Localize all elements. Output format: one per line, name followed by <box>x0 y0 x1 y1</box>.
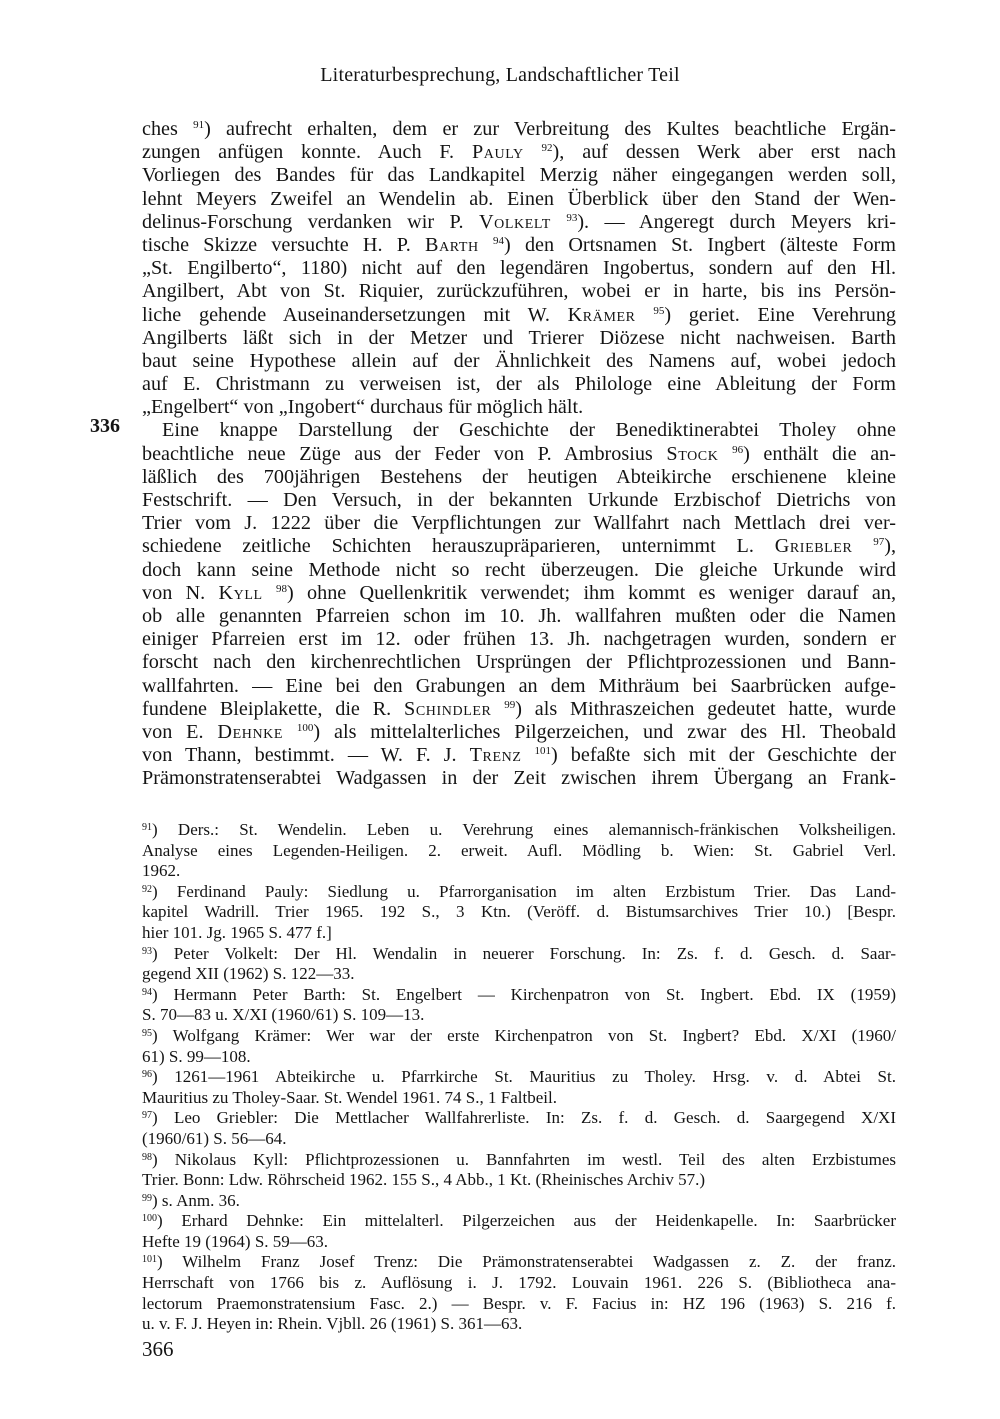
text-run: „St. Engilberto“, 1180) nicht auf den legendären Ingobertus, sondern auf den Hl. <box>142 257 896 280</box>
text-run: Angilberts läßt sich in der Metzer und Trierer Diözese nicht nachweisen. Barth <box>142 326 896 349</box>
text-run: Mauritius zu Tholey-Saar. St. Wendel 1961. 74 S., 1 Faltbeil. <box>142 1087 557 1107</box>
footnote-line <box>142 1191 896 1212</box>
text-run <box>263 582 276 604</box>
text-run: doch kann seine Methode nicht so recht überzeugen. Die gleiche Urkunde wird <box>142 558 896 581</box>
footnote-marker: 92 <box>142 883 152 895</box>
footnote-marker: 99 <box>504 698 516 711</box>
text-run: forscht nach den kirchenrechtlichen Ursprüngen der Pflichtprozessionen und Bann- <box>142 651 896 674</box>
text-run: baut seine Hypothese allein auf der Ähnlichkeit des Namens auf, wobei jedoch <box>142 349 896 372</box>
body-line <box>142 373 896 396</box>
footnote-line <box>142 902 896 923</box>
body-line <box>142 280 896 303</box>
body-line <box>142 512 896 535</box>
text-run <box>852 535 873 557</box>
text-run: ) Peter Volkelt: Der Hl. Wendalin in neuerer Forschung. In: Zs. f. d. Gesch. d. Saar- <box>152 943 896 963</box>
body-line <box>142 651 896 674</box>
body-line <box>142 466 896 489</box>
text-run: tische Skizze versuchte H. P. <box>142 233 426 256</box>
body-line <box>142 234 896 257</box>
text-run: ) s. Anm. 36. <box>152 1190 240 1210</box>
body-line <box>142 211 896 234</box>
footnote-line <box>142 1252 896 1273</box>
footnotes <box>142 820 896 1335</box>
footnote-marker: 95 <box>653 304 665 317</box>
text-run: hier 101. Jg. 1965 S. 477 f.] <box>142 922 332 942</box>
author-name: Schindler <box>404 697 492 720</box>
footnote-line <box>142 1067 896 1088</box>
footnote-marker: 92 <box>541 142 553 155</box>
text-run: ) Ferdinand Pauly: Siedlung u. Pfarrorganisation im alten Erzbistum Trier. Das Land- <box>152 881 896 901</box>
body-line <box>142 628 896 651</box>
footnote-marker: 100 <box>296 721 314 734</box>
author-name: Griebler <box>774 535 853 558</box>
footnote-marker: 91 <box>193 119 205 131</box>
text-run: von Thann, bestimmt. — W. F. J. <box>142 744 470 767</box>
footnote-marker: 101 <box>142 1254 157 1266</box>
footnote-marker: 101 <box>534 745 552 758</box>
author-name: Dehnke <box>217 720 284 743</box>
text-run: lectorum Praemonstratensium Fasc. 2.) — Bespr. v. F. Facius in: HZ 196 (1963) S. 216 f. <box>142 1293 896 1313</box>
text-run: ches <box>142 118 194 140</box>
text-run: gegend XII (1962) S. 122—33. <box>142 964 355 984</box>
footnote-marker: 95 <box>142 1027 152 1039</box>
text-run: beachtliche neue Züge aus der Feder von P. Ambrosius <box>142 442 667 465</box>
footnote-line <box>142 1108 896 1129</box>
author-name: Kyll <box>218 581 263 604</box>
text-run: schiedene zeitliche Schichten herauszupräparieren, unternimmt L. <box>142 535 775 558</box>
text-run: von E. <box>142 720 218 743</box>
body-line <box>142 535 896 558</box>
footnote-marker: 96 <box>142 1069 152 1081</box>
text-run: lehnt Meyers Zweifel an Wendelin ab. Einen Überblick über den Stand der Wen- <box>142 187 896 210</box>
text-run: ) ohne Quellenkritik verwendet; ihm kommt es weniger darauf an, <box>287 581 896 604</box>
footnote-marker: 97 <box>142 1110 152 1122</box>
text-run: ) befaßte sich mit der Geschichte der <box>551 744 897 767</box>
text-run: Analyse eines Legenden-Heiligen. 2. erweit. Aufl. Mödling b. Wien: St. Gabriel Verl. <box>142 840 896 860</box>
body-line <box>142 698 896 721</box>
author-name: Trenz <box>469 744 522 767</box>
body-line <box>142 559 896 582</box>
text-run: wallfahrten. — Eine bei den Grabungen an dem Mithräum bei Saarbrücken aufge- <box>142 674 896 697</box>
margin-number: 336 <box>90 415 120 437</box>
footnote-line <box>142 820 896 841</box>
footnote-line <box>142 1047 896 1068</box>
text-run: Vorliegen des Bandes für das Landkapitel Merzig näher eingegangen werden soll, <box>142 164 896 187</box>
body-line <box>142 605 896 628</box>
footnote-line <box>142 1211 896 1232</box>
body-line <box>142 188 896 211</box>
body-line <box>142 164 896 187</box>
footnote-line <box>142 985 896 1006</box>
text-run: ) als mittelalterliches Pilgerzeichen, und zwar des Hl. Theobald <box>313 720 896 743</box>
footnote-line <box>142 1088 896 1109</box>
text-run: ) enthält die an- <box>743 442 896 465</box>
footnote-line <box>142 1170 896 1191</box>
author-name: Krämer <box>567 303 636 326</box>
text-run: ) Erhard Dehnke: Ein mittelalterl. Pilgerzeichen aus der Heidenkapelle. In: Saarbrücker <box>157 1211 896 1231</box>
author-name: Barth <box>425 233 479 256</box>
text-run: „Engelbert“ von „Ingobert“ durchaus für möglich hält. <box>142 396 584 419</box>
footnote-marker: 91 <box>142 822 152 833</box>
body-line <box>142 675 896 698</box>
footnote-line <box>142 923 896 944</box>
text-run: kapitel Wadrill. Trier 1965. 192 S., 3 Ktn. (Veröff. d. Bistumsarchives Trier 10.) [Bespr. <box>142 902 896 922</box>
text-run: Trier vom J. 1222 über die Verpflichtungen zur Wallfahrt nach Mettlach drei ver- <box>142 512 896 535</box>
text-run: ) 1261—1961 Abteikirche u. Pfarrkirche St. Mauritius zu Tholey. Hrsg. v. d. Abtei St. <box>152 1067 896 1087</box>
running-head: Literaturbesprechung, Landschaftlicher Teil <box>320 64 680 86</box>
text-run: ), auf dessen Werk aber erst nach <box>552 141 896 164</box>
body-line <box>142 350 896 373</box>
text-run: liche gehende Auseinandersetzungen mit W. <box>142 303 568 326</box>
text-run <box>521 744 534 766</box>
text-run: Trier. Bonn: Ldw. Röhrscheid 1962. 155 S., 4 Abb., 1 Kt. (Rheinisches Archiv 57.) <box>142 1170 706 1190</box>
footnote-line <box>142 1232 896 1253</box>
text-run: ) Nikolaus Kyll: Pflichtprozessionen u. Bannfahrten im westl. Teil des alten Erzbistumes <box>152 1149 896 1169</box>
footnote-line <box>142 861 896 882</box>
footnote-marker: 93 <box>142 945 152 957</box>
footnote-line <box>142 1273 896 1294</box>
text-run: Eine knappe Darstellung der Geschichte der Benediktinerabtei Tholey ohne <box>162 419 896 442</box>
footnote-line <box>142 1150 896 1171</box>
footnote-marker: 94 <box>142 986 152 998</box>
body-line <box>142 744 896 767</box>
text-run <box>491 698 504 720</box>
text-run: Hefte 19 (1964) S. 59—63. <box>142 1231 329 1251</box>
footnote-line <box>142 1026 896 1047</box>
text-run: läßlich des 700jährigen Bestehens der heutigen Abteikirche erschienene kleine <box>142 465 896 488</box>
body-text <box>142 118 896 790</box>
body-line <box>142 721 896 744</box>
body-line <box>142 118 896 141</box>
author-name: Volkelt <box>478 210 551 233</box>
text-run: delinus-Forschung verdanken wir P. <box>142 210 479 233</box>
footnote-marker: 98 <box>142 1151 152 1163</box>
footnote-marker: 94 <box>493 234 504 247</box>
footnote-line <box>142 841 896 862</box>
text-run: einiger Pfarreien erst im 12. oder frühen 13. Jh. nachgetragen wurden, sondern er <box>142 628 896 651</box>
footnote-line <box>142 882 896 903</box>
text-run: ) Ders.: St. Wendelin. Leben u. Verehrung eines alemannisch-fränkischen Volksheiligen. <box>152 820 896 839</box>
body-line <box>142 257 896 280</box>
text-run: Prämonstratenserabtei Wadgassen in der Zeit zwischen ihrem Übergang an Frank- <box>142 767 896 790</box>
text-run: ) Wolfgang Krämer: Wer war der erste Kirchenpatron von St. Ingbert? Ebd. X/XI (1960/ <box>152 1025 896 1045</box>
text-run: ) geriet. Eine Verehrung <box>664 303 897 326</box>
text-run <box>524 141 542 163</box>
footnote-line <box>142 1129 896 1150</box>
footnote-line <box>142 1005 896 1026</box>
text-run: ). — Angeregt durch Meyers kri- <box>577 210 897 233</box>
text-run: Angilbert, Abt von St. Riquier, zurückzuführen, wobei er in harte, bis ins Persön- <box>142 280 896 303</box>
text-run: u. v. F. J. Heyen in: Rhein. Vjbll. 26 (1961) S. 361—63. <box>142 1314 523 1334</box>
body-line <box>142 304 896 327</box>
text-run: ) als Mithraszeichen gedeutet hatte, wurde <box>515 697 896 720</box>
body-line <box>142 141 896 164</box>
footnote-line <box>142 1294 896 1315</box>
text-run <box>636 304 654 326</box>
footnote-marker: 96 <box>732 443 744 456</box>
text-run <box>551 211 566 233</box>
footnote-marker: 100 <box>142 1213 157 1225</box>
body-line <box>142 767 896 790</box>
body-line <box>142 582 896 605</box>
text-run: ) Hermann Peter Barth: St. Engelbert — Kirchenpatron von St. Ingbert. Ebd. IX (1959) <box>152 984 896 1004</box>
text-run <box>718 443 732 465</box>
text-run: Herrschaft von 1766 bis z. Auflösung i. J. 1792. Louvain 1961. 226 S. (Bibliotheca ana- <box>142 1273 896 1293</box>
footnote-line <box>142 964 896 985</box>
footnote-marker: 97 <box>873 536 885 549</box>
body-line <box>142 396 896 419</box>
text-run: 1962. <box>142 861 181 881</box>
footnote-line <box>142 944 896 965</box>
text-run: Festschrift. — Den Versuch, in der bekannten Urkunde Erzbischof Dietrichs von <box>142 489 896 511</box>
text-run: ) aufrecht erhalten, dem er zur Verbreitung des Kultes beachtliche Ergän- <box>204 118 896 140</box>
body-line <box>142 419 896 442</box>
text-run: auf E. Christmann zu verweisen ist, der als Philologe eine Ableitung der Form <box>142 373 896 396</box>
author-name: Pauly <box>471 141 524 164</box>
text-run: S. 70—83 u. X/XI (1960/61) S. 109—13. <box>142 1005 425 1025</box>
text-run: ) Leo Griebler: Die Mettlacher Wallfahrerliste. In: Zs. f. d. Gesch. d. Saargegend X/XI <box>152 1108 896 1128</box>
footnote-marker: 98 <box>276 582 287 595</box>
footnote-line <box>142 1314 896 1335</box>
body-line <box>142 489 896 512</box>
text-run <box>283 721 297 743</box>
body-line <box>142 327 896 350</box>
text-run: (1960/61) S. 56—64. <box>142 1128 287 1148</box>
text-run: ), <box>884 535 896 558</box>
page-number: 366 <box>142 1337 174 1361</box>
body-line <box>142 443 896 466</box>
text-run: ) den Ortsnamen St. Ingbert (älteste Form <box>504 233 896 256</box>
text-run: zungen anfügen konnte. Auch F. <box>142 141 472 164</box>
footnote-marker: 93 <box>566 211 578 224</box>
text-run: fundene Bleiplakette, die R. <box>142 697 405 720</box>
text-run: ) Wilhelm Franz Josef Trenz: Die Prämonstratenserabtei Wadgassen z. Z. der franz. <box>157 1252 896 1272</box>
text-run: ob alle genannten Pfarreien schon im 10. Jh. wallfahren mußten oder die Namen <box>142 604 896 627</box>
footnote-marker: 99 <box>142 1192 152 1204</box>
text-run: 61) S. 99—108. <box>142 1046 251 1066</box>
text-run <box>479 234 493 256</box>
author-name: Stock <box>666 442 719 465</box>
text-run: von N. <box>142 581 219 604</box>
